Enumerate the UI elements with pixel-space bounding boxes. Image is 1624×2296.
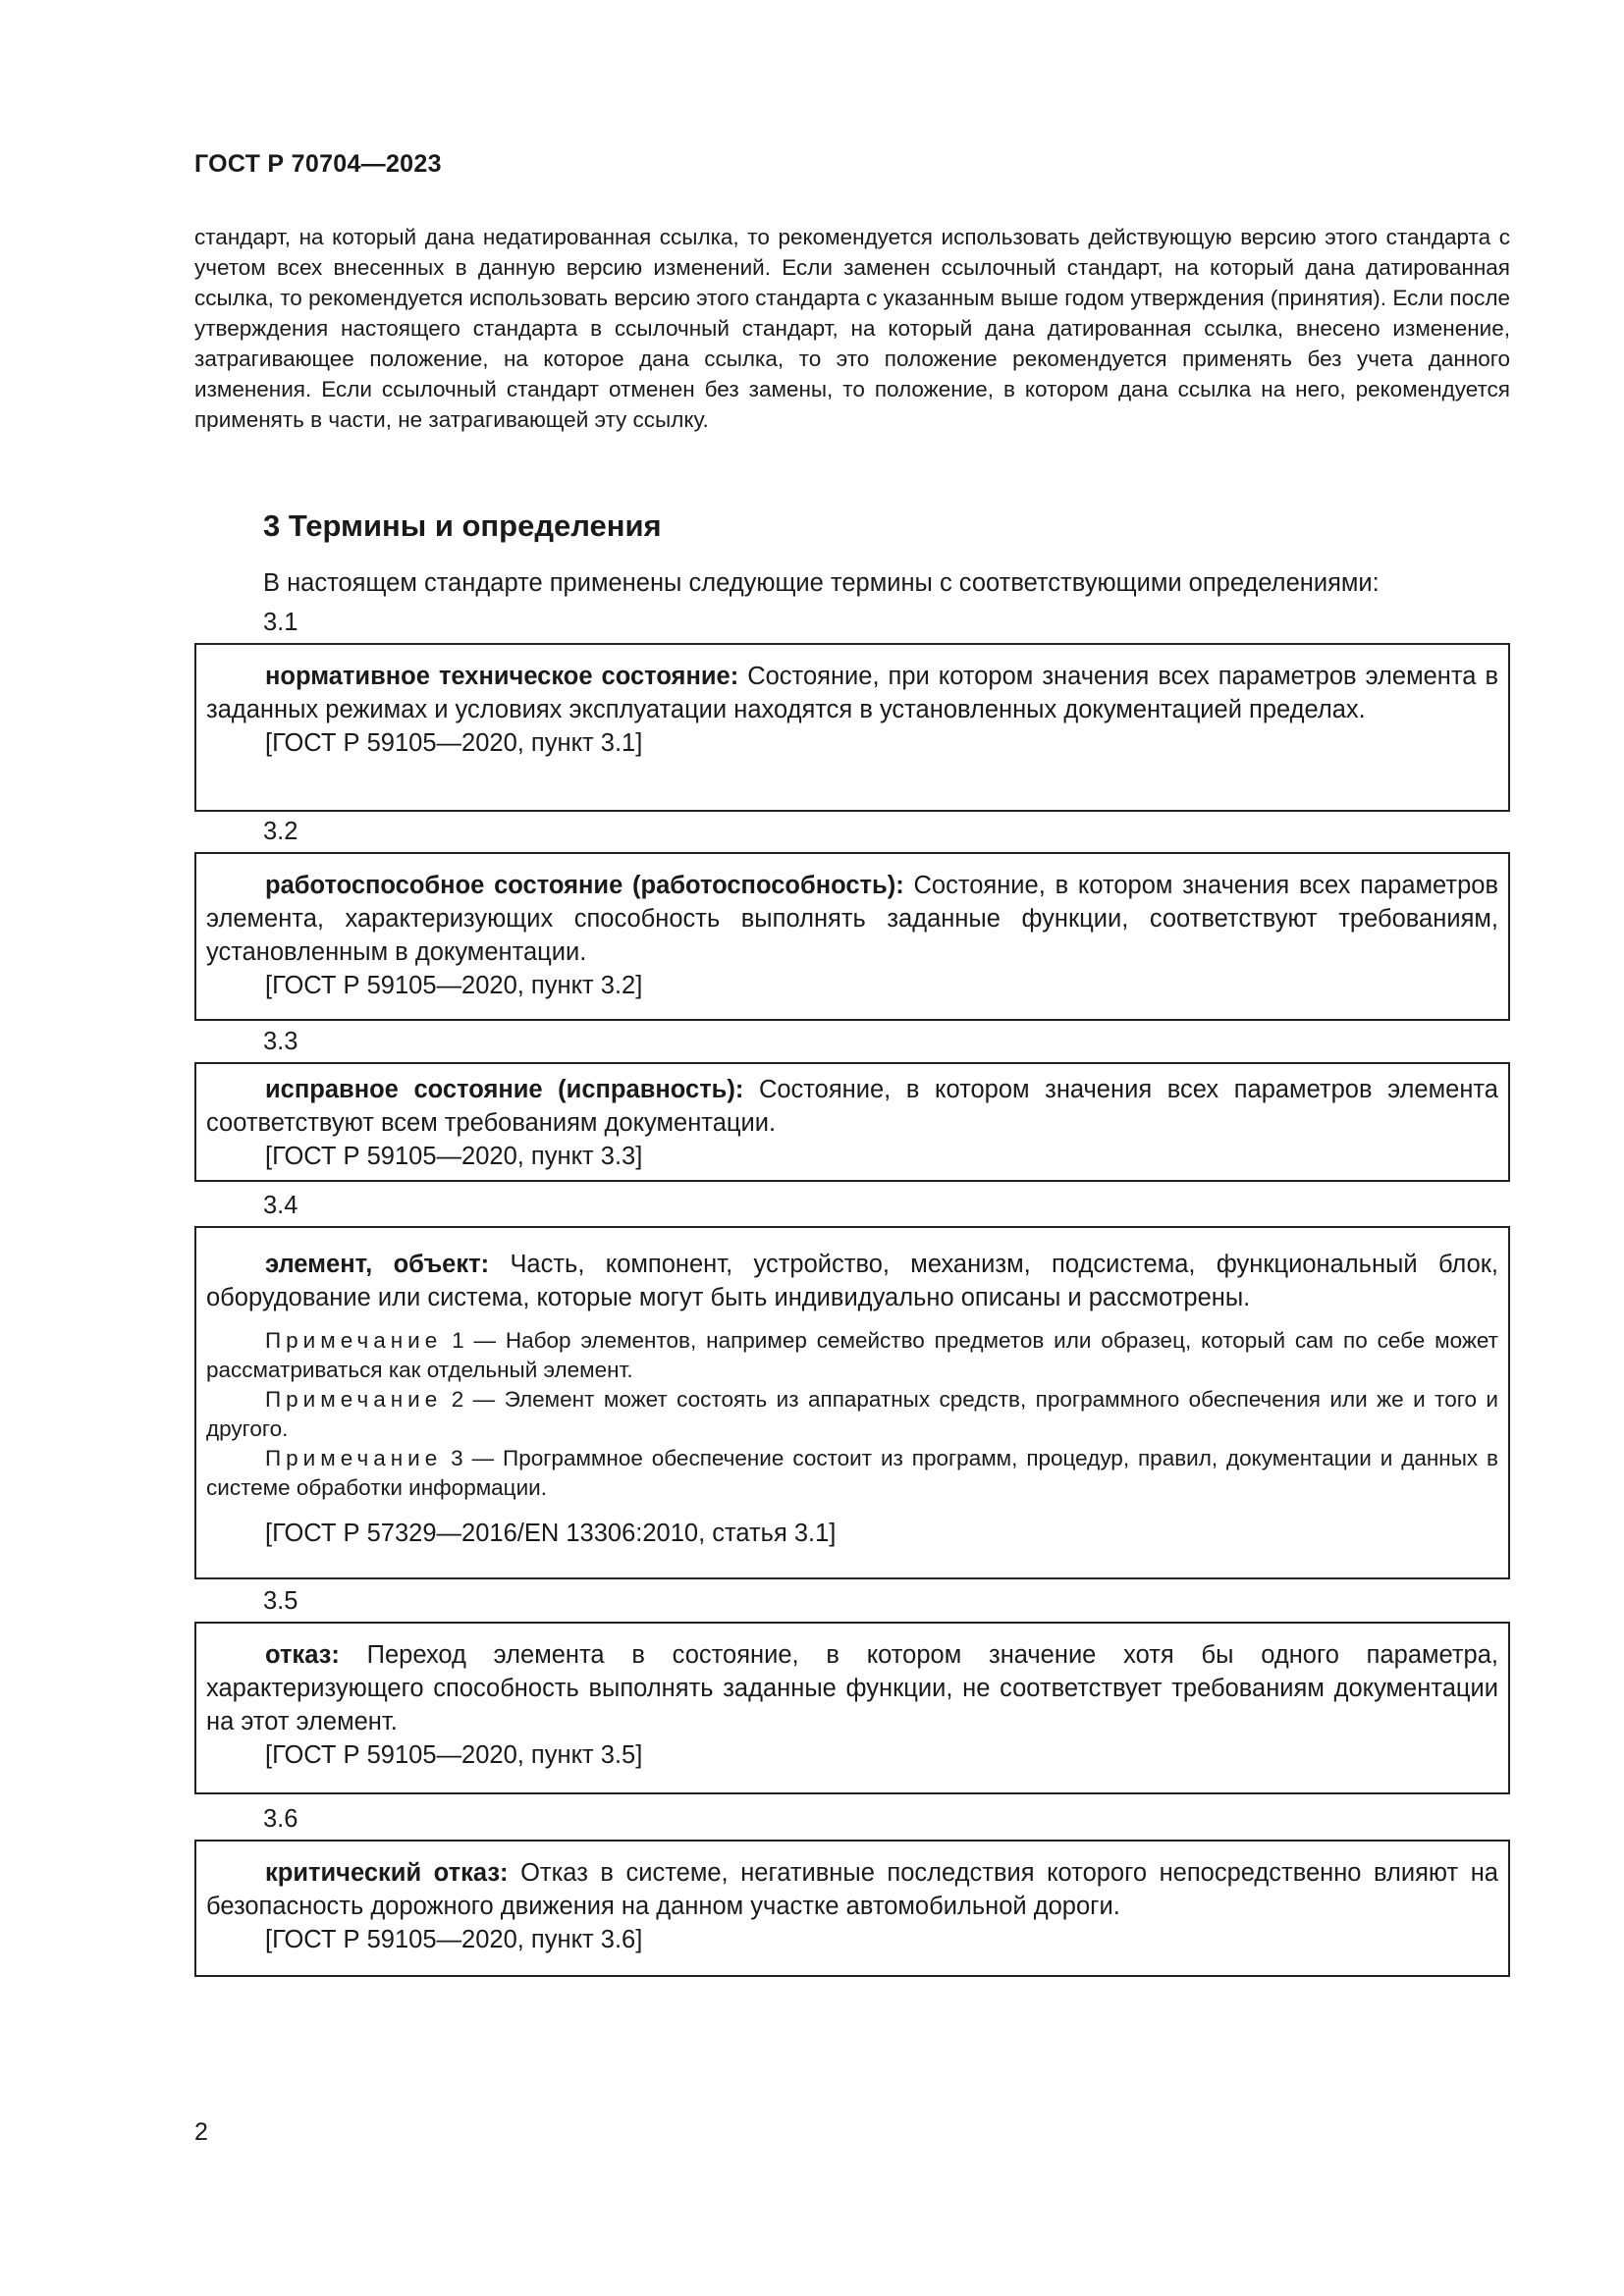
term-definition [206, 660, 1498, 726]
note-label: Примечание [265, 1387, 443, 1412]
term-definition [206, 1073, 1498, 1140]
intro-paragraph: стандарт, на который дана недатированная ссылка, то рекомендуется использовать действующую версию этого стандарта с учетом всех внесенных в данную версию изменений. Если заменен ссылочный стандарт, на который дана датированная ссылка, то рекомендуется использовать версию этого стандарта с указанным выше годом утверждения (принятия). Если после утверждения настоящего стандарта в ссылочный стандарт, на который дана датированная ссылка, внесено изменение, затрагивающее положение, на которое дана ссылка, то это положение рекомендуется применять без учета данного изменения. Если ссылочный стандарт отменен без замены, то положение, в котором дана ссылка на него, рекомендуется применять в части, не затрагивающей эту ссылку. [194, 225, 1510, 432]
term-source: [ГОСТ Р 59105—2020, пункт 3.3] [265, 1143, 643, 1170]
section-title: 3 Термины и определения [263, 508, 662, 543]
term-number: 3.5 [263, 1587, 298, 1615]
definition-text: Состояние, при котором значения всех параметров элемента в заданных режимах и условиях эксплуатации находятся в установленных документацией пределах. [206, 663, 1499, 723]
term-source: [ГОСТ Р 57329—2016/EN 13306:2010, статья 3.1] [265, 1520, 837, 1547]
term-name: нормативное техническое состояние: [265, 663, 739, 690]
term-number: 3.4 [263, 1192, 298, 1219]
term-number: 3.1 [263, 609, 298, 636]
term-definition [206, 1248, 1498, 1314]
note-text: 2 — Элемент может состоять из аппаратных средств, программного обеспечения или же и того и другого. [206, 1387, 1498, 1441]
term-number: 3.6 [263, 1805, 298, 1833]
term-source: [ГОСТ Р 59105—2020, пункт 3.2] [265, 972, 643, 999]
term-box [194, 1840, 1510, 1977]
term-name: исправное состояние (исправность): [265, 1076, 744, 1103]
term-definition [206, 1856, 1498, 1923]
term-box [194, 643, 1510, 812]
term-name: работоспособное состояние (работоспособность): [265, 872, 904, 899]
note-label: Примечание [265, 1328, 443, 1353]
term-source: [ГОСТ Р 59105—2020, пункт 3.5] [265, 1741, 643, 1769]
definition-text: Состояние, в котором значения всех параметров элемента, характеризующих способность выполнять заданные функции, соответствуют требованиям, установленным в документации. [206, 872, 1498, 966]
definition-text: Состояние, в котором значения всех параметров элемента соответствуют всем требованиям документации. [206, 1076, 1498, 1137]
term-box [194, 1226, 1510, 1579]
term-name: отказ: [265, 1641, 340, 1669]
definition-text: Часть, компонент, устройство, механизм, подсистема, функциональный блок, оборудование или система, которые могут быть индивидуально описаны и рассмотрены. [206, 1251, 1498, 1311]
term-definition [206, 869, 1498, 969]
section-intro: В настоящем стандарте применены следующие термины с соответствующими определениями: [263, 569, 1380, 597]
term-name: элемент, объект: [265, 1251, 490, 1278]
document-header: ГОСТ Р 70704—2023 [194, 150, 442, 178]
note-text: 3 — Программное обеспечение состоит из программ, процедур, правил, документации и данных в системе обработки информации. [206, 1446, 1498, 1500]
term-box [194, 1622, 1510, 1794]
term-name: критический отказ: [265, 1859, 509, 1887]
page-number: 2 [194, 2118, 208, 2146]
term-number: 3.3 [263, 1028, 298, 1055]
term-box [194, 852, 1510, 1021]
term-box [194, 1062, 1510, 1182]
term-note [206, 1385, 1498, 1444]
term-source: [ГОСТ Р 59105—2020, пункт 3.1] [265, 729, 643, 757]
term-note [206, 1326, 1498, 1385]
note-text: 1 — Набор элементов, например семейство предметов или образец, который сам по себе может рассматриваться как отдельный элемент. [206, 1328, 1498, 1382]
definition-text: Переход элемента в состояние, в котором значение хотя бы одного параметра, характеризующего способность выполнять заданные функции, не соответствует требованиям документации на этот элемент. [206, 1641, 1498, 1735]
note-label: Примечание [265, 1446, 443, 1470]
term-number: 3.2 [263, 818, 298, 845]
term-source: [ГОСТ Р 59105—2020, пункт 3.6] [265, 1926, 643, 1953]
term-definition [206, 1638, 1498, 1738]
definition-text: Отказ в системе, негативные последствия которого непосредственно влияют на безопасность дорожного движения на данном участке автомобильной дороги. [206, 1859, 1498, 1920]
term-note [206, 1444, 1498, 1503]
